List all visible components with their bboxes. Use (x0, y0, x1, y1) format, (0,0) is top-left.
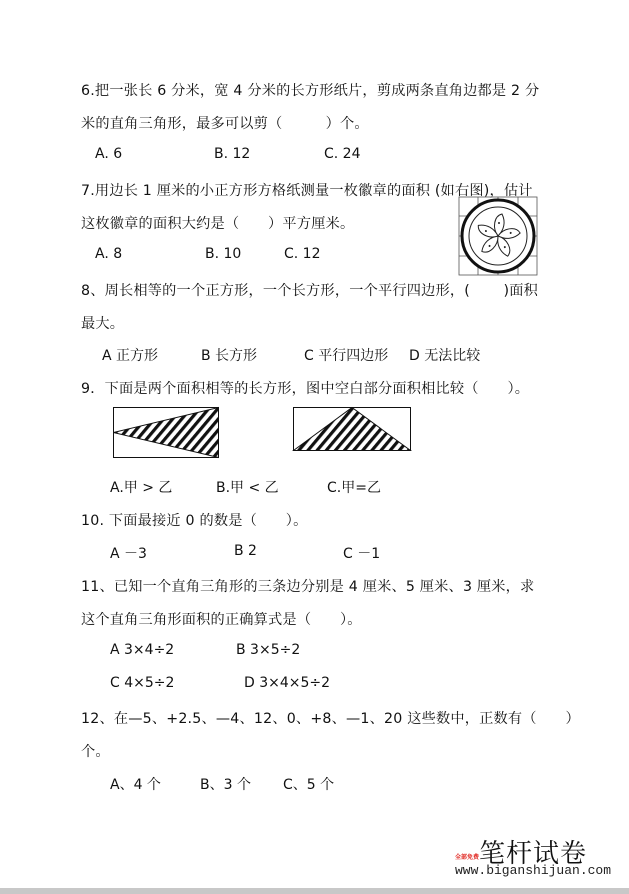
q8-option-b: B 长方形 (201, 348, 258, 364)
bottom-divider (0, 888, 629, 894)
q11-option-d: D 3×4×5÷2 (244, 675, 331, 691)
q6-line-2: 米的直角三角形，最多可以剪（ ）个。 (81, 116, 369, 132)
q7-line-2: 这枚徽章的面积大约是（ ）平方厘米。 (81, 216, 355, 232)
q6-option-a: A. 6 (95, 146, 123, 162)
q7-option-b: B. 10 (205, 246, 242, 262)
q12-option-b: B、3 个 (200, 777, 251, 793)
q8-option-d: D 无法比较 (409, 348, 481, 364)
q11-line-1: 11、已知一个直角三角形的三条边分别是 4 厘米、5 厘米、3 厘米，求 (81, 579, 535, 595)
q7-option-c: C. 12 (284, 246, 321, 262)
q11-option-a: A 3×4÷2 (110, 642, 175, 658)
q9-option-c: C.甲=乙 (327, 480, 381, 496)
q7-line-1: 7.用边长 1 厘米的小正方形方格纸测量一枚徽章的面积 (如右图)，估计 (81, 183, 533, 199)
q8-line-2: 最大。 (81, 316, 125, 332)
badge-grid-figure (458, 196, 540, 278)
q10-option-a: A －3 (110, 546, 147, 562)
q6-option-c: C. 24 (324, 146, 361, 162)
watermark-url: www.biganshijuan.com (455, 863, 612, 878)
q9-option-b: B.甲 < 乙 (216, 480, 279, 496)
q6-option-b: B. 12 (214, 146, 251, 162)
q8-line-1: 8、周长相等的一个正方形，一个长方形，一个平行四边形，( )面积 (81, 283, 539, 299)
q10-option-c: C －1 (343, 546, 381, 562)
q12-line-2: 个。 (81, 744, 110, 760)
figure-yi-rectangle (290, 404, 414, 454)
q11-option-c: C 4×5÷2 (110, 675, 175, 691)
q7-option-a: A. 8 (95, 246, 123, 262)
q9-option-a: A.甲 > 乙 (110, 480, 173, 496)
q12-option-a: A、4 个 (110, 777, 161, 793)
q8-option-c: C 平行四边形 (304, 348, 389, 364)
q8-option-a: A 正方形 (102, 348, 159, 364)
q11-line-2: 这个直角三角形面积的正确算式是（ ）。 (81, 612, 362, 628)
watermark-free-tag: 全部免费 (455, 854, 480, 861)
q10-line-1: 10. 下面最接近 0 的数是（ ）。 (81, 513, 308, 529)
q11-option-b: B 3×5÷2 (236, 642, 301, 658)
q9-line-1: 9．下面是两个面积相等的长方形，图中空白部分面积相比较（ ）。 (81, 381, 530, 397)
watermark-title: 笔杆试卷 (479, 839, 588, 869)
q6-line-1: 6.把一张长 6 分米，宽 4 分米的长方形纸片，剪成两条直角边都是 2 分 (81, 83, 540, 99)
figure-jia-rectangle (110, 404, 222, 460)
q12-option-c: C、5 个 (283, 777, 335, 793)
q10-option-b: B 2 (234, 543, 257, 559)
q12-line-1: 12、在—5、+2.5、—4、12、0、+8、—1、20 这些数中，正数有（ ） (81, 711, 580, 727)
watermark-logo (455, 833, 615, 881)
